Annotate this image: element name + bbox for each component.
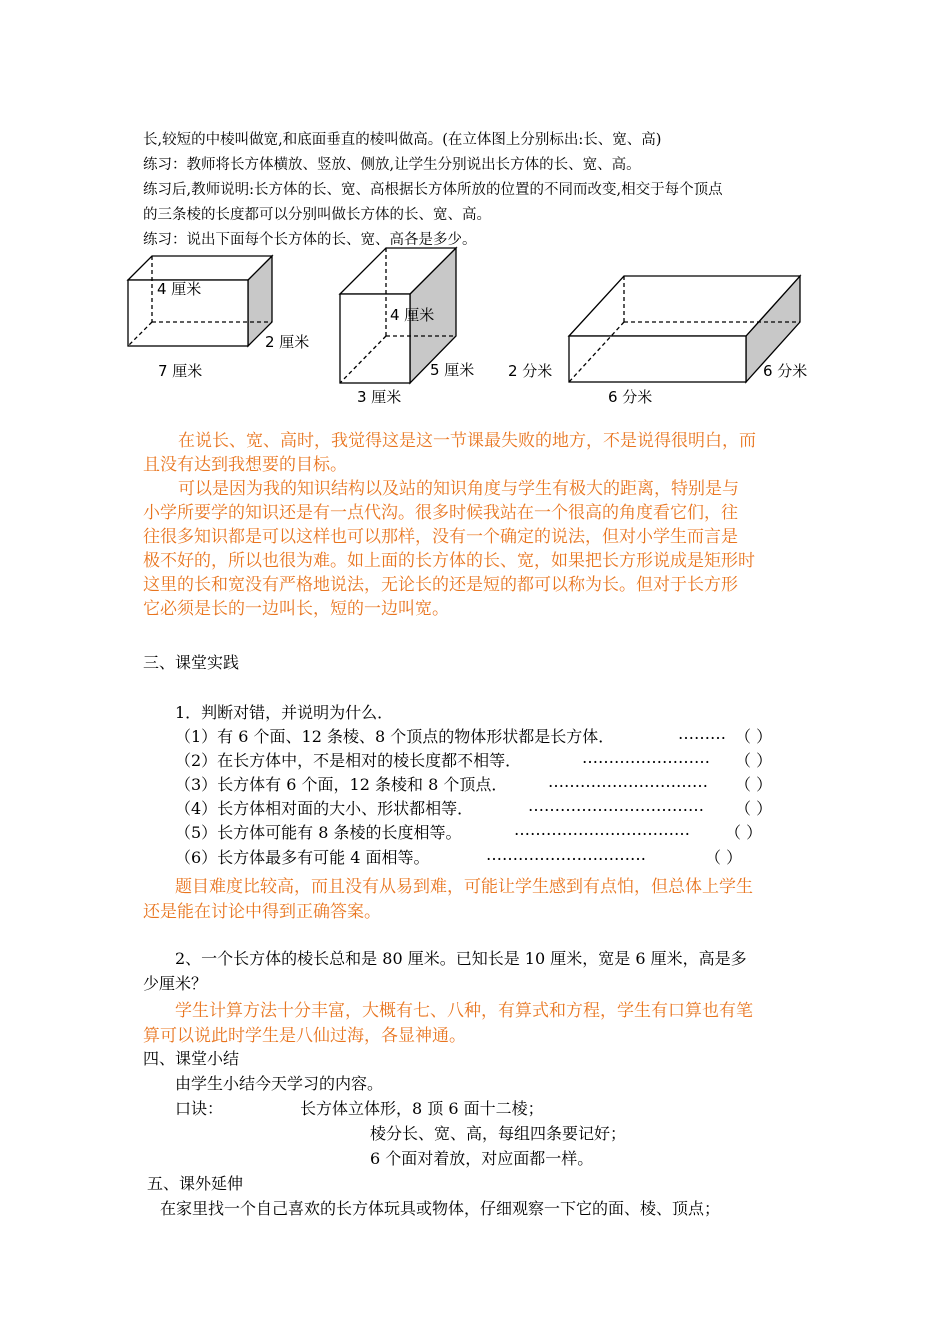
reflection-line-7: 这里的长和宽没有严格地说法，无论长的还是短的都可以称为长。但对于长方形 — [143, 575, 738, 595]
intro-line-5: 练习：说出下面每个长方体的长、宽、高各是多少。 — [143, 232, 477, 248]
box1-width-label: 2 厘米 — [265, 333, 310, 351]
summary-line: 由学生小结今天学习的内容。 — [175, 1074, 384, 1093]
judge-item-2-answer[interactable]: （ ） — [735, 751, 773, 770]
box2-width-label: 5 厘米 — [430, 361, 475, 379]
box2-length-label: 3 厘米 — [357, 388, 402, 406]
reflection-line-8: 它必须是长的一边叫长，短的一边叫宽。 — [143, 599, 449, 619]
judge-item-6-dots: ………………………… — [486, 845, 646, 864]
reflection-line-2: 且没有达到我想要的目标。 — [143, 455, 347, 475]
box3-width-label: 6 分米 — [763, 362, 808, 380]
mnemonic-line-2: 棱分长、宽、高，每组四条要记好； — [370, 1124, 627, 1143]
box1-height-label: 4 厘米 — [157, 280, 202, 298]
judge-item-2-dots: …………………… — [582, 748, 710, 767]
cuboid-figures — [0, 0, 950, 420]
judge-item-6-answer[interactable]: （ ） — [705, 848, 743, 867]
comment-2-line-1: 学生计算方法十分丰富，大概有七、八种，有算式和方程，学生有口算也有笔 — [175, 1001, 753, 1021]
comment-1-line-2: 还是能在讨论中得到正确答案。 — [143, 902, 381, 922]
judge-item-6: （6）长方体最多有可能 4 面相等。 — [175, 848, 430, 867]
intro-line-3: 练习后,教师说明:长方体的长、宽、高根据长方体所放的位置的不同而改变,相交于每个顶点 — [143, 182, 723, 198]
judge-item-2: （2）在长方体中，不是相对的棱长度都不相等． — [175, 751, 522, 770]
reflection-line-6: 极不好的，所以也很为难。如上面的长方体的长、宽，如果把长方形说成是矩形时 — [143, 551, 755, 571]
judge-item-4-dots: …………………………… — [528, 796, 704, 815]
section3-title: 三、课堂实践 — [143, 653, 240, 672]
judge-item-1-dots: ……… — [678, 724, 726, 743]
reflection-line-1: 在说长、宽、高时，我觉得这是这一节课最失败的地方，不是说得很明白，而 — [178, 431, 756, 451]
box2-height-label: 4 厘米 — [390, 306, 435, 324]
intro-line-2: 练习：教师将长方体横放、竖放、侧放,让学生分别说出长方体的长、宽、高。 — [143, 157, 641, 173]
section5-title: 五、课外延伸 — [147, 1174, 244, 1193]
box1-length-label: 7 厘米 — [158, 362, 203, 380]
question-2-line-2: 少厘米？ — [143, 974, 208, 993]
judge-item-5-answer[interactable]: （ ） — [725, 823, 763, 842]
box3-height-label: 2 分米 — [508, 362, 553, 380]
judge-item-1: （1）有 6 个面、12 条棱、8 个顶点的物体形状都是长方体． — [175, 727, 615, 746]
intro-line-1: 长,较短的中棱叫做宽,和底面垂直的棱叫做高。(在立体图上分别标出:长、宽、高) — [143, 132, 662, 148]
section4-title: 四、课堂小结 — [143, 1049, 240, 1068]
extension-line: 在家里找一个自己喜欢的长方体玩具或物体，仔细观察一下它的面、棱、顶点； — [160, 1199, 721, 1218]
judge-item-4: （4）长方体相对面的大小、形状都相等． — [175, 799, 474, 818]
judge-item-5: （5）长方体可能有 8 条棱的长度相等。 — [175, 823, 462, 842]
question-2-line-1: 2、一个长方体的棱长总和是 80 厘米。已知长是 10 厘米，宽是 6 厘米，高是多 — [175, 949, 747, 968]
judge-item-1-answer[interactable]: （ ） — [735, 727, 773, 746]
intro-line-4: 的三条棱的长度都可以分别叫做长方体的长、宽、高。 — [143, 207, 491, 223]
comment-1-line-1: 题目难度比较高，而且没有从易到难，可能让学生感到有点怕，但总体上学生 — [175, 877, 753, 897]
reflection-line-4: 小学所要学的知识还是有一点代沟。很多时候我站在一个很高的角度看它们，往 — [143, 503, 738, 523]
judge-item-5-dots: …………………………… — [514, 820, 690, 839]
judge-item-3: （3）长方体有 6 个面，12 条棱和 8 个顶点． — [175, 775, 508, 794]
box3-length-label: 6 分米 — [608, 388, 653, 406]
question-1: 1．判断对错，并说明为什么． — [175, 703, 394, 722]
judge-item-4-answer[interactable]: （ ） — [735, 799, 773, 818]
reflection-line-3: 可以是因为我的知识结构以及站的知识角度与学生有极大的距离，特别是与 — [178, 479, 739, 499]
mnemonic-line-3: 6 个面对着放，对应面都一样。 — [370, 1149, 594, 1168]
cuboid-1 — [128, 256, 272, 346]
judge-item-3-dots: ………………………… — [548, 772, 708, 791]
mnemonic-line-1: 长方体立体形，8 顶 6 面十二棱； — [300, 1099, 544, 1118]
judge-item-3-answer[interactable]: （ ） — [735, 775, 773, 794]
mnemonic-label: 口诀： — [175, 1099, 224, 1118]
comment-2-line-2: 算可以说此时学生是八仙过海，各显神通。 — [143, 1026, 466, 1046]
reflection-line-5: 往很多知识都是可以这样也可以那样，没有一个确定的说法，但对小学生而言是 — [143, 527, 738, 547]
